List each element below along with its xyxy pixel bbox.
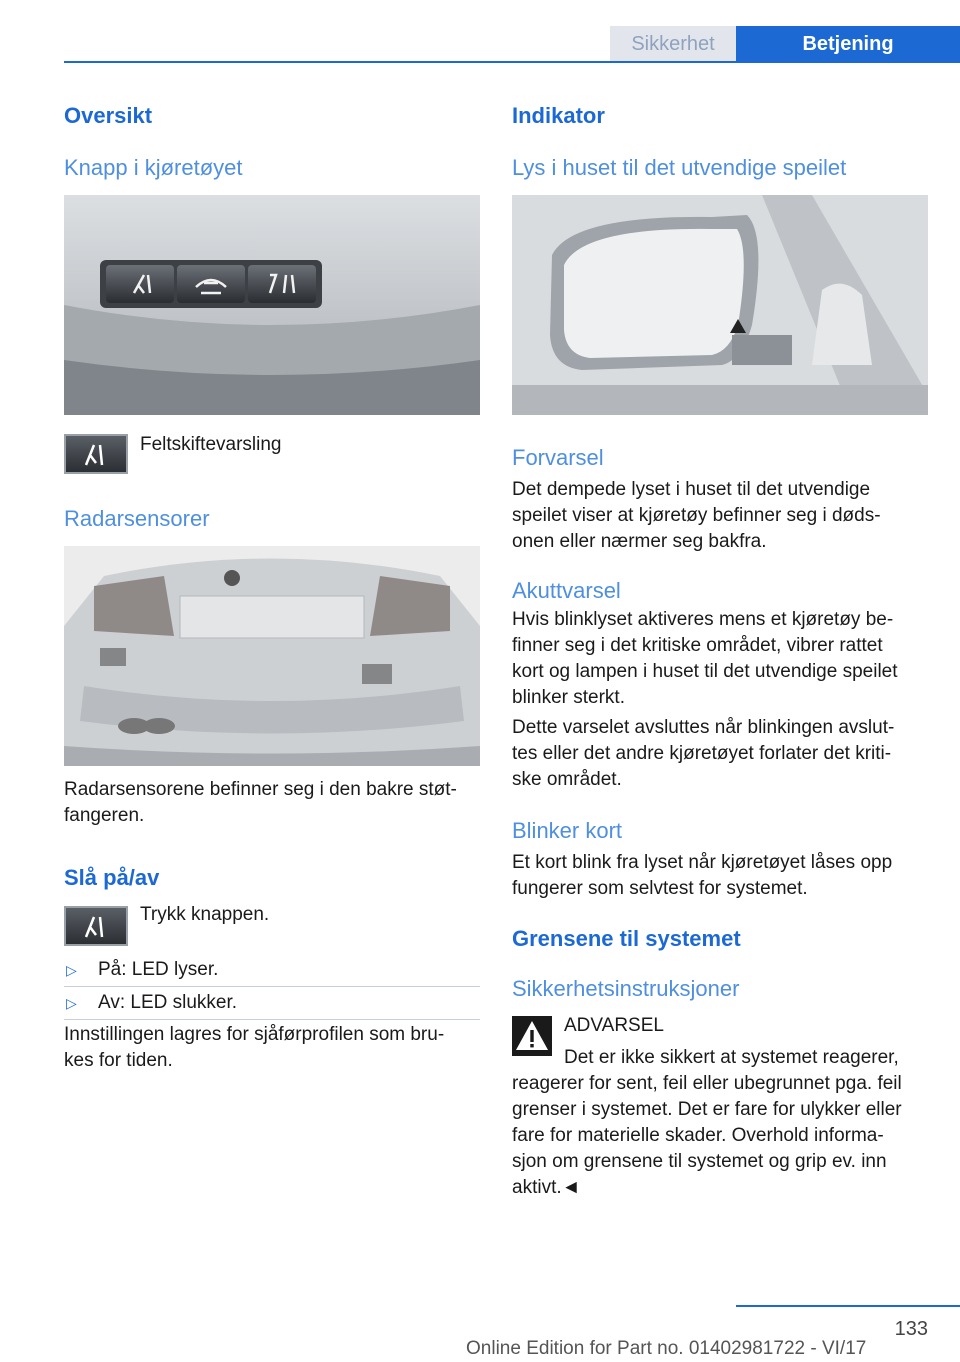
warning-icon xyxy=(512,1016,552,1056)
advarsel-first-line: Det er ikke sikkert at systemet reagerer, xyxy=(564,1047,899,1068)
heading-sla-pa-av: Slå på/av xyxy=(64,865,160,890)
button-panel-photo xyxy=(64,195,480,415)
on-off-list xyxy=(64,954,480,1020)
tab-betjening[interactable]: Betjening xyxy=(736,26,960,62)
akuttvarsel-text: Hvis blinklyset aktiveres mens et kjøretøy be- finner seg i det kritiske området, vibrer rattet kort og lampen i huset til det utvendige speilet blinker sterkt. xyxy=(512,609,898,708)
lane-change-icon xyxy=(64,434,128,474)
page-number: 133 xyxy=(894,1318,928,1340)
avslutt-text: Dette varselet avsluttes når blinkingen avslut- tes eller det andre kjøretøyet forlater det kriti- ske området. xyxy=(512,717,895,790)
heading-sikkerhetsinstruksjoner: Sikkerhetsinstruksjoner xyxy=(512,976,740,1001)
heading-indikator: Indikator xyxy=(512,103,605,128)
list-item: ▷ Av: LED slukker. xyxy=(64,987,480,1020)
list-item: ▷ På: LED lyser. xyxy=(64,954,480,987)
advarsel-text: reagerer for sent, feil eller ubegrunnet pga. feil grenser i systemet. Det er fare for ulykker eller fare for materielle skader. Overhold informa- sjon om grensene til systemet og grip ev. inn aktivt.◄ xyxy=(512,1073,902,1198)
advarsel-title: ADVARSEL xyxy=(564,1015,664,1036)
triangle-bullet-icon: ▷ xyxy=(66,995,77,1011)
mirror-photo xyxy=(512,195,928,415)
header-rule xyxy=(64,61,960,63)
rear-bumper-photo xyxy=(64,546,480,766)
triangle-bullet-icon: ▷ xyxy=(66,962,77,978)
radar-description: Radarsensorene befinner seg i den bakre støt- fangeren. xyxy=(64,779,457,826)
footer-rule xyxy=(736,1305,960,1307)
heading-grensene: Grensene til systemet xyxy=(512,926,741,951)
heading-knapp: Knapp i kjøretøyet xyxy=(64,155,243,180)
heading-radarsensorer: Radarsensorer xyxy=(64,506,210,531)
innstilling-text: Innstillingen lagres for sjåførprofilen som bru- kes for tiden. xyxy=(64,1024,445,1071)
heading-forvarsel: Forvarsel xyxy=(512,445,604,470)
heading-oversikt: Oversikt xyxy=(64,103,153,128)
footer-edition: Online Edition for Part no. 01402981722 - VI/17 xyxy=(466,1338,867,1359)
lane-change-button-icon xyxy=(64,906,128,946)
blinker-text: Et kort blink fra lyset når kjøretøyet låses opp fungerer som selvtest for systemet. xyxy=(512,852,893,899)
forvarsel-text: Det dempede lyset i huset til det utvendige speilet viser at kjøretøy befinner seg i døds- onen eller nærmer seg bakfra. xyxy=(512,479,881,552)
trykk-knappen: Trykk knappen. xyxy=(140,904,270,925)
heading-akuttvarsel: Akuttvarsel xyxy=(512,578,621,603)
heading-blinker-kort: Blinker kort xyxy=(512,818,623,843)
tab-sikkerhet[interactable]: Sikkerhet xyxy=(610,26,736,62)
feltskifte-label: Feltskiftevarsling xyxy=(140,434,282,455)
heading-lys: Lys i huset til det utvendige speilet xyxy=(512,155,847,180)
